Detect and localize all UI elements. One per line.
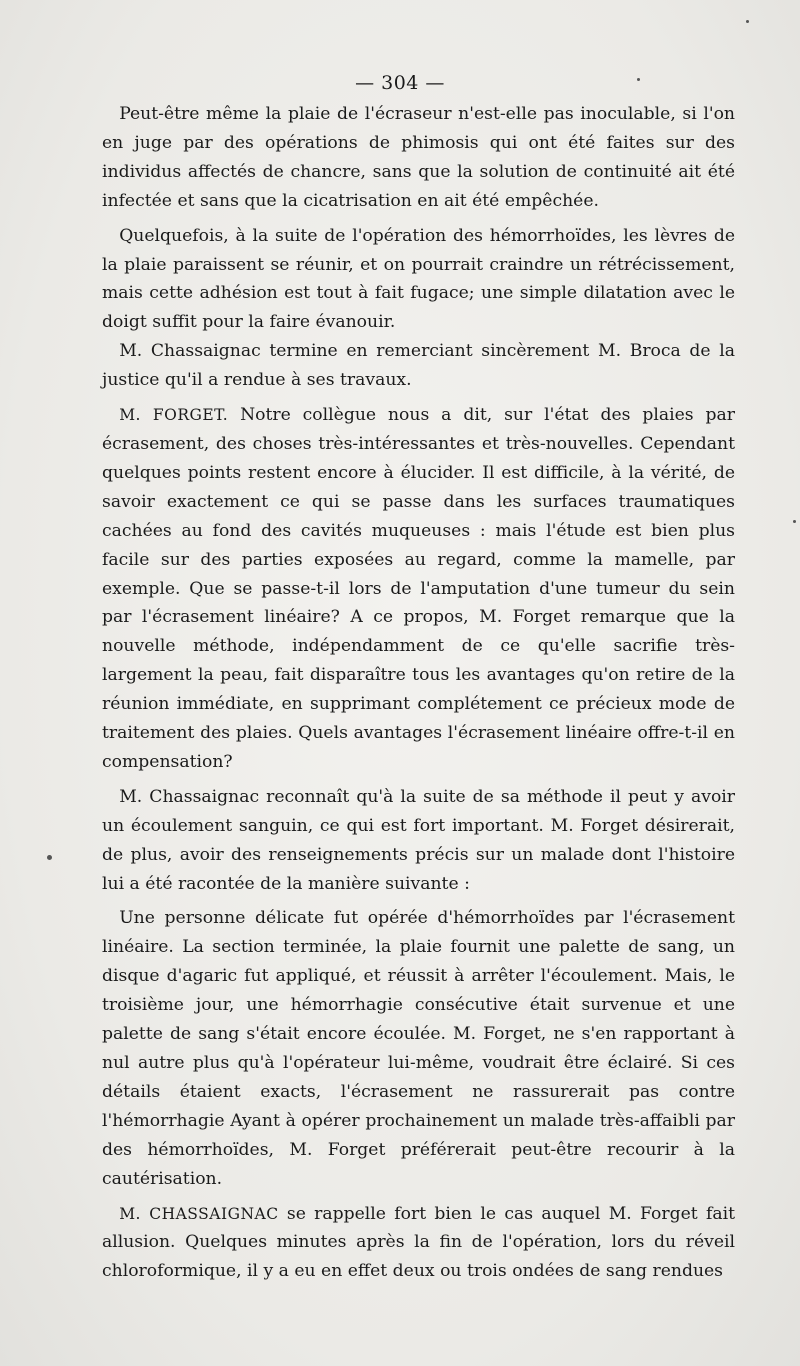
- ink-speck: [793, 520, 796, 523]
- paragraph-text: se rappelle fort bien le cas auquel M. Forget fait allusion. Quelques minutes après la fin de l'opération, lors du réveil chloroformique, il y a eu en effet deux ou trois ondées de sang rendues: [102, 1203, 735, 1282]
- paragraph-7: [102, 1200, 735, 1287]
- paragraph-text: Quelquefois, à la suite de l'opération des hémorrhoïdes, les lèvres de la plaie paraissent se réunir, et on pourrait craindre un rétrécissement, mais cette adhésion est tout à fait fugace; une simple dilatation avec le doigt suffit pour la faire évanouir.: [102, 225, 735, 333]
- speaker-name: M. FORGET.: [119, 406, 229, 425]
- paragraph-6: [102, 904, 735, 1193]
- paragraph-1: [102, 100, 735, 216]
- paragraph-text: Peut-être même la plaie de l'écraseur n'est-elle pas inoculable, si l'on en juge par des opérations de phimosis qui ont été faites sur des individus affectés de chancre, sans que la solution de continuité ait été infectée et sans que la cicatrisation en ait été empêchée.: [102, 104, 735, 211]
- paragraph-4: [102, 401, 735, 777]
- ink-speck: [746, 20, 749, 23]
- page-body: [102, 100, 735, 1286]
- speaker-name: M. CHASSAIGNAC: [119, 1204, 279, 1223]
- paragraph-text: M. Chassaignac termine en remerciant sincèrement M. Broca de la justice qu'il a rendue à ses travaux.: [102, 341, 735, 391]
- page-number: — 304 —: [355, 72, 445, 94]
- paragraph-text: M. Chassaignac reconnaît qu'à la suite de sa méthode il peut y avoir un écoulement sanguin, ce qui est fort important. M. Forget désirerait, de plus, avoir des renseignements précis sur un malade dont l'histoire lui a été racontée de la manière suivante :: [102, 786, 735, 894]
- ink-speck: [637, 78, 640, 81]
- paragraph-3: [102, 337, 735, 395]
- paragraph-2: [102, 222, 735, 338]
- paragraph-text: Une personne délicate fut opérée d'hémorrhoïdes par l'écrasement linéaire. La section terminée, la plaie fournit une palette de sang, un disque d'agaric fut appliqué, et réussit à arrêter l'écoulement. Mais, le troisième jour, une hémorrhagie consécutive était survenue et une palette de sang s'était encore écoulée. M. Forget, ne s'en rapportant à nul autre plus qu'à l'opérateur lui-même, voudrait être éclairé. Si ces détails étaient exacts, l'écrasement ne rassurerait pas contre l'hémorrhagie Ayant à opérer prochainement un malade très-affaibli par des hémorrhoïdes, M. Forget préférerait peut-être recourir à la cautérisation.: [102, 908, 735, 1189]
- paragraph-text: Notre collègue nous a dit, sur l'état des plaies par écrasement, des choses très-intéressantes et très-nouvelles. Cependant quelques points restent encore à élucider. Il est difficile, à la vérité, de savoir exactement ce qui se passe dans les surfaces traumatiques cachées au fond des cavités muqueuses : mais l'étude est bien plus facile sur des parties exposées au regard, comme la mamelle, par exemple. Que se passe-t-il lors de l'amputation d'une tumeur du sein par l'écrasement linéaire? A ce propos, M. Forget remarque que la nouvelle méthode, indépendamment de ce qu'elle sacrifie très-largement la peau, fait disparaître tous les avantages qu'on retire de la réunion immédiate, en supprimant complétement ce précieux mode de traitement des plaies. Quels avantages l'écrasement linéaire offre-t-il en compensation?: [102, 405, 735, 772]
- ink-speck: [47, 855, 52, 860]
- paragraph-5: [102, 783, 735, 899]
